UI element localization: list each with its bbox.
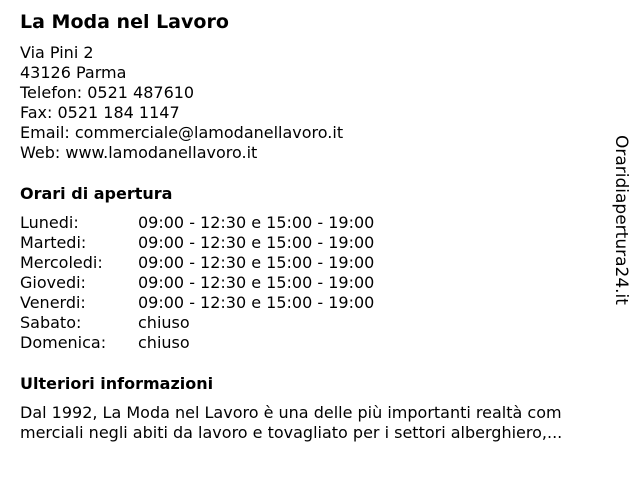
contact-city: 43126 Parma	[20, 63, 127, 82]
business-name: La Moda nel Lavoro	[20, 11, 229, 33]
hours-row	[20, 313, 374, 333]
contact-fax: Fax: 0521 184 1147	[20, 103, 180, 122]
day-hours: 09:00 - 12:30 e 15:00 - 19:00	[138, 233, 375, 252]
opening-hours-heading: Orari di apertura	[20, 184, 173, 203]
day-hours: chiuso	[138, 333, 190, 352]
contact-email: Email: commerciale@lamodanellavoro.it	[20, 123, 344, 142]
day-hours: 09:00 - 12:30 e 15:00 - 19:00	[138, 273, 375, 292]
day-hours: chiuso	[138, 313, 190, 332]
hours-row	[20, 253, 374, 273]
day-label: Sabato:	[20, 313, 82, 332]
hours-row	[20, 233, 374, 253]
further-info-heading: Ulteriori informazioni	[20, 374, 214, 393]
opening-hours-table	[20, 213, 374, 353]
day-label: Lunedi:	[20, 213, 79, 232]
contact-phone: Telefon: 0521 487610	[20, 83, 195, 102]
hours-row	[20, 293, 374, 313]
watermark	[610, 135, 632, 310]
contact-web: Web: www.lamodanellavoro.it	[20, 143, 258, 162]
day-label: Domenica:	[20, 333, 107, 352]
day-label: Martedi:	[20, 233, 87, 252]
contact-street: Via Pini 2	[20, 43, 94, 62]
day-hours: 09:00 - 12:30 e 15:00 - 19:00	[138, 213, 375, 232]
hours-row	[20, 213, 374, 233]
hours-row	[20, 333, 374, 353]
day-label: Mercoledi:	[20, 253, 103, 272]
day-label: Giovedi:	[20, 273, 86, 292]
watermark-text: Oraridiapertura24.it	[611, 135, 631, 305]
hours-row	[20, 273, 374, 293]
day-hours: 09:00 - 12:30 e 15:00 - 19:00	[138, 293, 375, 312]
contact-block	[20, 43, 343, 163]
day-label: Venerdi:	[20, 293, 86, 312]
further-info-text	[20, 403, 612, 443]
info-line: Dal 1992, La Moda nel Lavoro è una delle più importanti realtà com	[20, 403, 562, 422]
day-hours: 09:00 - 12:30 e 15:00 - 19:00	[138, 253, 375, 272]
info-line: merciali negli abiti da lavoro e tovagliato per i settori alberghiero,...	[20, 423, 563, 442]
